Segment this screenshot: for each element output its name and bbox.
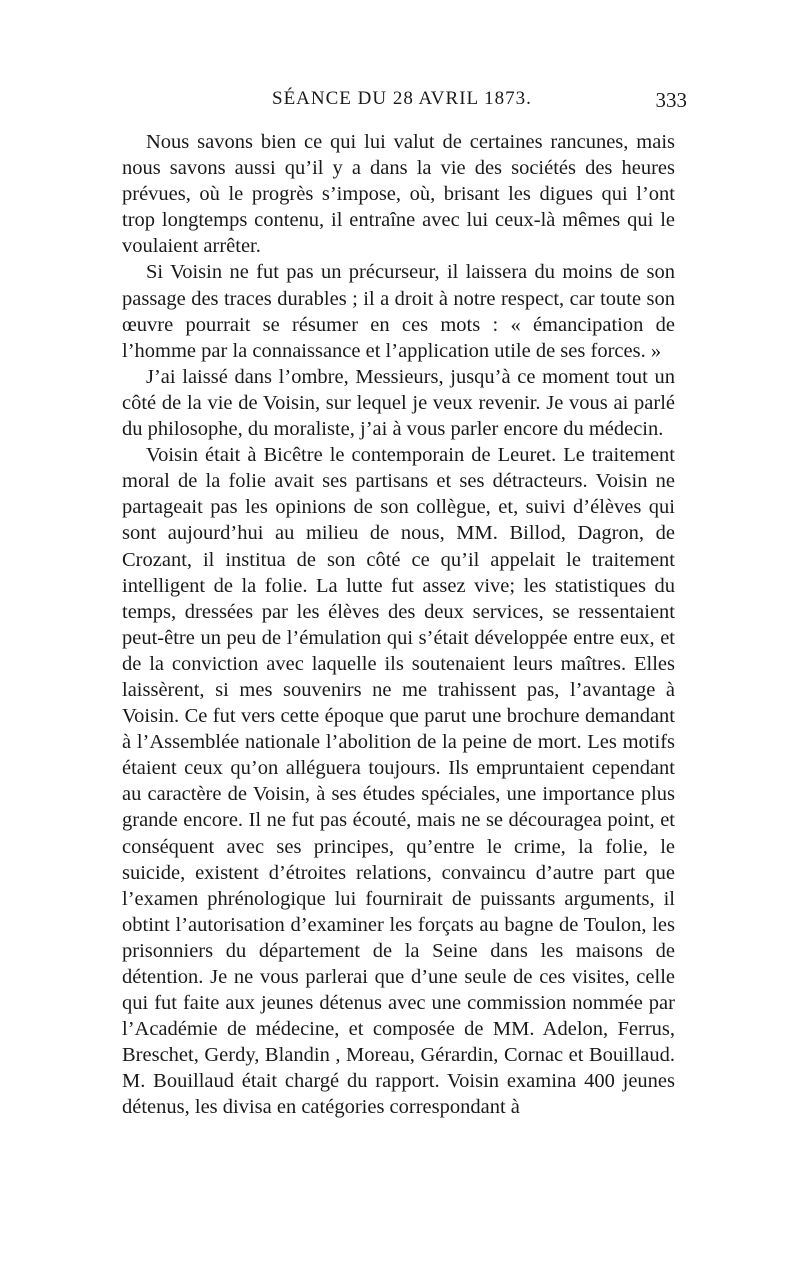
paragraph-3: J’ai laissé dans l’ombre, Messieurs, jusqu’à ce moment tout un côté de la vie de Voisin, sur lequel je veux revenir. Je vous ai parlé du philosophe, du moraliste, j’ai à vous parler encore du médecin. <box>122 365 675 441</box>
running-title: SÉANCE DU 28 AVRIL 1873. <box>272 88 532 109</box>
page-number: 333 <box>655 88 687 112</box>
body-text <box>122 129 675 1121</box>
paragraph-4: Voisin était à Bicêtre le contemporain de Leuret. Le traitement moral de la folie avait ses partisans et ses détracteurs. Voisin ne partageait pas les opinions de son collègue, et, suivi d’élèves qui sont aujourd’hui au milieu de nous, MM. Billod, Dagron, de Crozant, il institua de son côté ce qu’il appelait le traitement intelligent de la folie. La lutte fut assez vive; les statistiques du temps, dressées par les élèves des deux services, se ressentaient peut-être un peu de l’émulation qui s’était développée entre eux, et de la conviction avec laquelle ils soutenaient leurs maîtres. Elles laissèrent, si mes souvenirs ne me trahissent pas, l’avantage à Voisin. Ce fut vers cette époque que parut une brochure demandant à l’Assemblée nationale l’abolition de la peine de mort. Les motifs étaient ceux qu’on alléguera toujours. Ils empruntaient cependant au caractère de Voisin, à ses études spéciales, une importance plus grande encore. Il ne fut pas écouté, mais ne se découragea point, et conséquent avec ses principes, qu’entre le crime, la folie, le suicide, existent d’étroites relations, convaincu d’autre part que l’examen phrénologique lui fournirait de puissants arguments, il obtint l’autorisation d’examiner les forçats au bagne de Toulon, les prisonniers du département de la Seine dans les maisons de détention. Je ne vous parlerai que d’une seule de ces visites, celle qui fut faite aux jeunes détenus avec une commission nommée par l’Académie de médecine, et composée de MM. Adelon, Ferrus, Breschet, Gerdy, Blandin , Moreau, Gérardin, Cornac et Bouillaud. M. Bouillaud était chargé du rapport. Voisin examina 400 jeunes détenus, les divisa en catégories correspondant à <box>122 444 675 1119</box>
running-header <box>122 88 687 118</box>
paragraph-1: Nous savons bien ce qui lui valut de certaines rancunes, mais nous savons aussi qu’il y a dans la vie des sociétés des heures prévues, où le progrès s’impose, où, brisant les digues qui l’ont trop longtemps contenu, il entraîne avec lui ceux-là mêmes qui le voulaient arrêter. <box>122 131 675 258</box>
paragraph-2: Si Voisin ne fut pas un précurseur, il laissera du moins de son passage des traces durables ; il a droit à notre respect, car toute son œuvre pourrait se résumer en ces mots : « émancipation de l’homme par la connaissance et l’application utile de ses forces. » <box>122 261 675 362</box>
